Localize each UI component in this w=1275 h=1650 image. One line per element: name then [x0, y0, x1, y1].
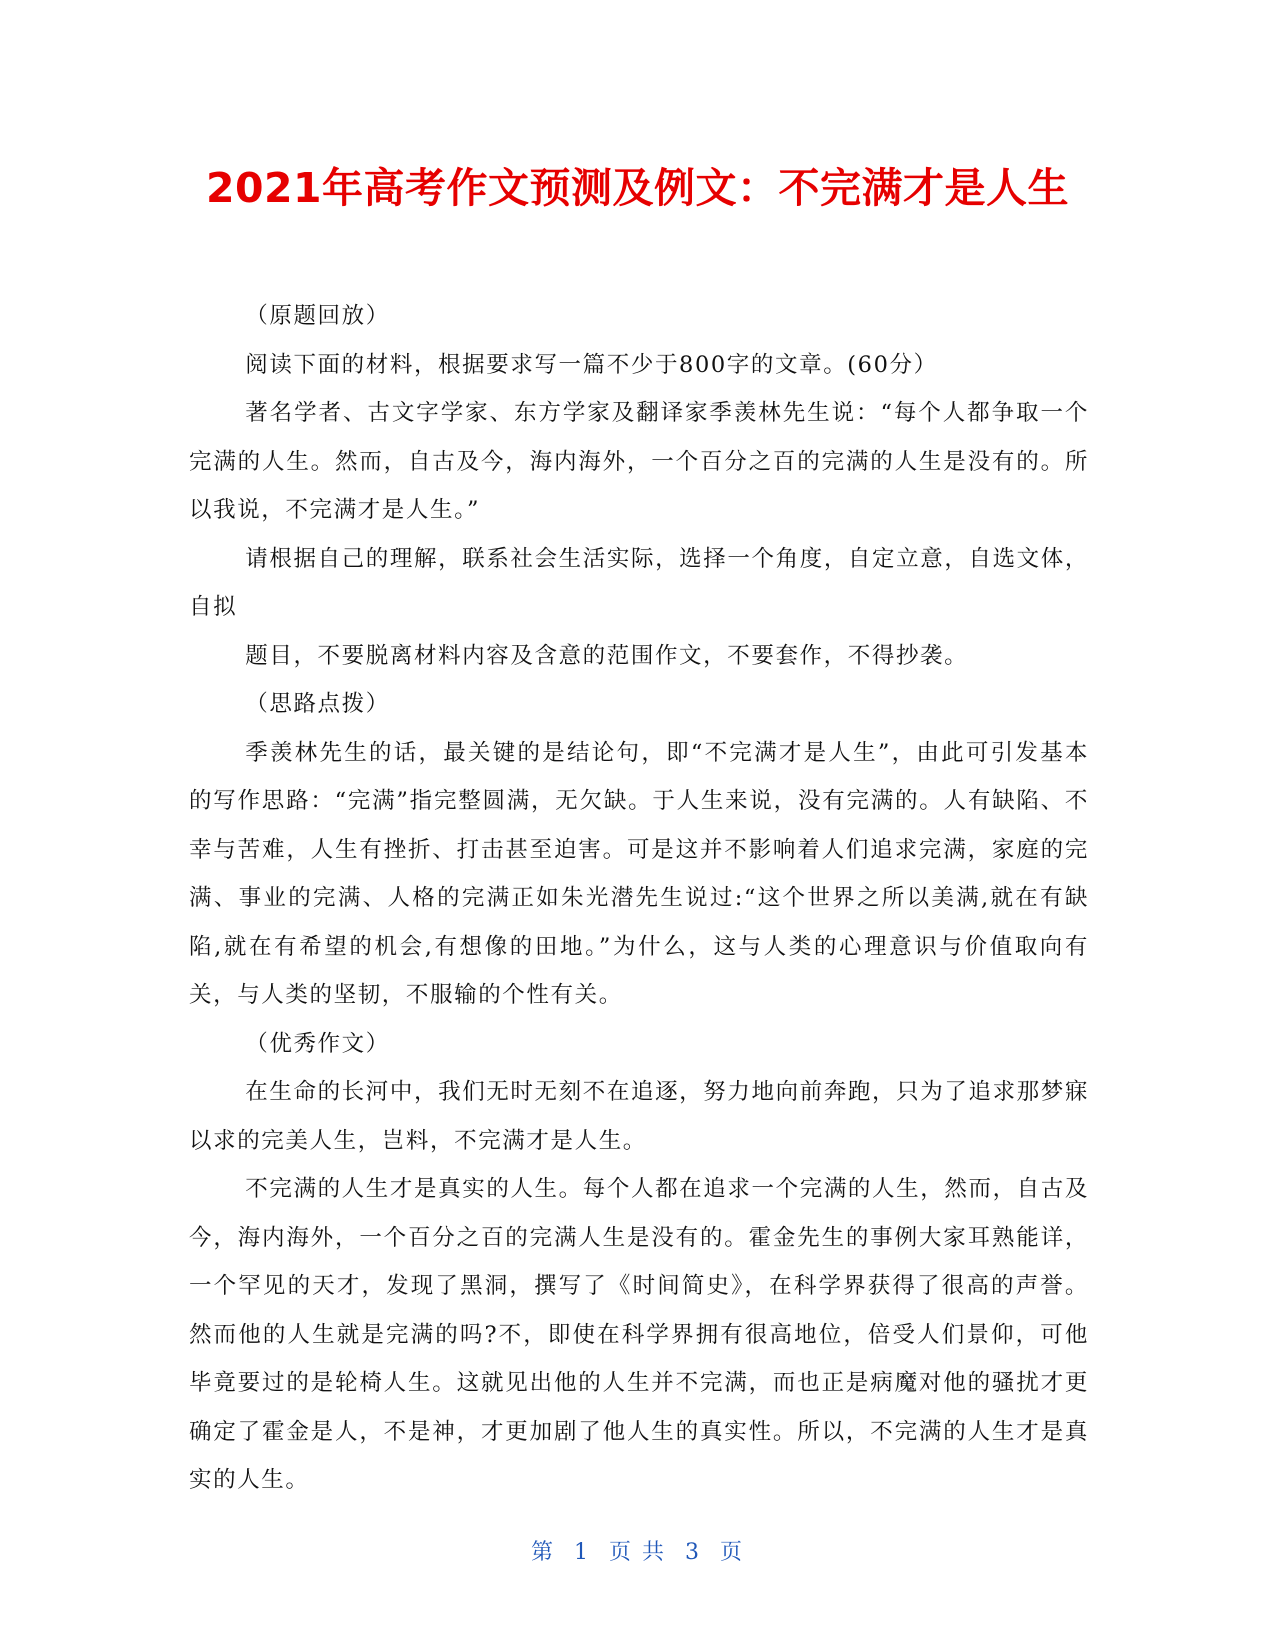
section-heading-sample-essay: （优秀作文）	[245, 1030, 390, 1057]
paragraph-quote: 著名学者、古文字学家、东方学家及翻译家季羡林先生说：“每个人都争取一个完满的人生。然而，自古及今，海内海外，一个百分之百的完满的人生是没有的。所以我说，不完满才是人生。”	[189, 400, 1089, 523]
paragraph-essay-1: 在生命的长河中，我们无时无刻不在追逐，努力地向前奔跑，只为了追求那梦寐以求的完美人生，岂料，不完满才是人生。	[189, 1079, 1089, 1154]
footer-current-page: 1	[574, 1540, 590, 1565]
paragraph-requirement: 请根据自己的理解，联系社会生活实际，选择一个角度，自定立意，自选文体，自拟	[189, 545, 1089, 620]
section-heading-original-question: （原题回放）	[245, 303, 390, 329]
document-title: 2021年高考作文预测及例文：不完满才是人生	[205, 164, 1070, 212]
paragraph-approach: 季羡林先生的话，最关键的是结论句，即“不完满才是人生”，由此可引发基本的写作思路：“完满”指完整圆满，无欠缺。于人生来说，没有完满的。人有缺陷、不幸与苦难，人生有挫折、打击甚至迫害。可是这并不影响着人们追求完满，家庭的完满、事业的完满、人格的完满正如朱光潜先生说过:“这个世界之所以美满,就在有缺陷,就在有希望的机会,有想像的田地。”为什么，这与人类的心理意识与价值取向有关，与人类的坚韧，不服输的个性有关。	[189, 739, 1089, 1008]
page-number-footer	[0, 1538, 1275, 1568]
paragraph-requirement-continued: 题目，不要脱离材料内容及含意的范围作文，不要套作，不得抄袭。	[245, 642, 969, 669]
footer-prefix: 第	[530, 1540, 555, 1565]
paragraph-instruction: 阅读下面的材料，根据要求写一篇不少于800字的文章。(60分）	[245, 351, 938, 378]
section-heading-approach: （思路点拨）	[245, 691, 390, 717]
document-body	[189, 292, 1089, 1505]
footer-total-pages: 3	[685, 1540, 701, 1565]
footer-suffix: 页	[720, 1540, 745, 1565]
footer-middle: 页 共	[609, 1540, 666, 1565]
paragraph-essay-2: 不完满的人生才是真实的人生。每个人都在追求一个完满的人生，然而，自古及今，海内海外，一个百分之百的完满人生是没有的。霍金先生的事例大家耳熟能详，一个罕见的天才，发现了黑洞，撰写了《时间简史》，在科学界获得了很高的声誉。然而他的人生就是完满的吗?不，即使在科学界拥有很高地位，倍受人们景仰，可他毕竟要过的是轮椅人生。这就见出他的人生并不完满，而也正是病魔对他的骚扰才更确定了霍金是人，不是神，才更加剧了他人生的真实性。所以，不完满的人生才是真实的人生。	[189, 1176, 1089, 1493]
